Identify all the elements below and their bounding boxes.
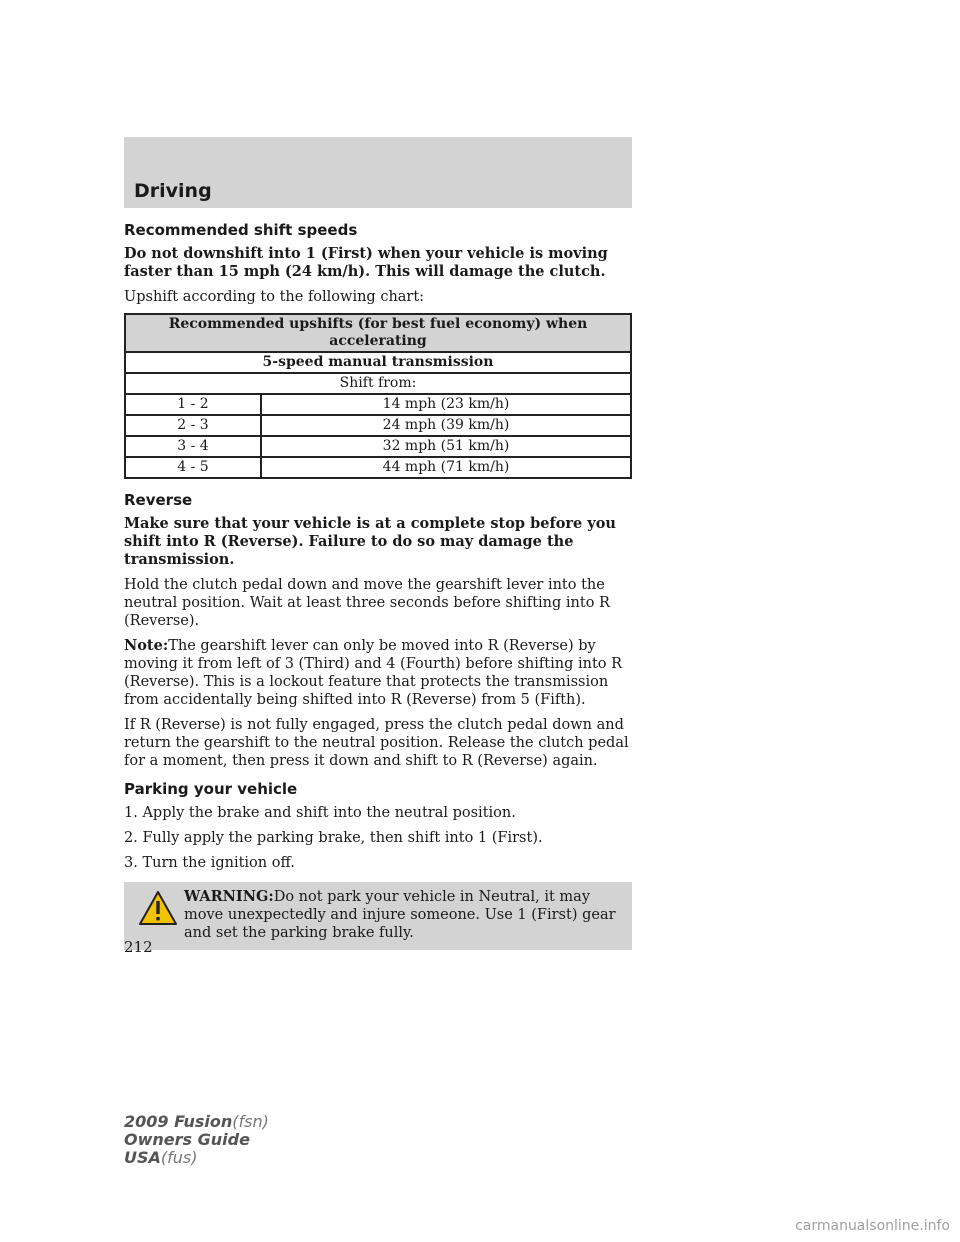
parking-step: 3. Turn the ignition off. xyxy=(124,855,295,871)
shift-speed-table xyxy=(124,313,632,479)
downshift-caution: Do not downshift into 1 (First) when your vehicle is moving faster than 15 mph (24 km/h). This will damage the clutch. xyxy=(124,245,608,280)
table-row xyxy=(125,436,631,457)
note-text: The gearshift lever can only be moved into R (Reverse) by moving it from left of 3 (Third) and 4 (Fourth) before shifting into R (Reverse). This is a lockout feature that protects the transmission from accidentally being shifted into R (Reverse) from 5 (Fifth). xyxy=(124,638,623,708)
warning-triangle-icon xyxy=(138,890,178,931)
footer-region-code: (fus) xyxy=(160,1148,198,1167)
table-title: Recommended upshifts (for best fuel economy) when accelerating xyxy=(125,314,631,352)
speed-cell: 32 mph (51 km/h) xyxy=(261,436,631,457)
parking-step: 1. Apply the brake and shift into the neutral position. xyxy=(124,805,516,821)
gear-cell: 4 - 5 xyxy=(125,457,261,478)
gear-cell: 3 - 4 xyxy=(125,436,261,457)
speed-cell: 44 mph (71 km/h) xyxy=(261,457,631,478)
reverse-note xyxy=(124,637,632,709)
table-row xyxy=(125,394,631,415)
warning-label: WARNING: xyxy=(184,888,274,905)
footer-model-code: (fsn) xyxy=(232,1112,269,1131)
footer-region: USA xyxy=(124,1148,161,1167)
reverse-caution: Make sure that your vehicle is at a complete stop before you shift into R (Reverse). Failure to do so may damage the transmission. xyxy=(124,515,616,568)
parking-heading: Parking your vehicle xyxy=(124,780,298,798)
footer-model: 2009 Fusion xyxy=(124,1112,233,1131)
page-content xyxy=(124,221,632,950)
shift-speeds-heading: Recommended shift speeds xyxy=(124,221,358,239)
watermark: carmanualsonline.info xyxy=(795,1218,950,1234)
speed-cell: 14 mph (23 km/h) xyxy=(261,394,631,415)
page-number: 212 xyxy=(124,938,153,956)
footer-guide: Owners Guide xyxy=(124,1130,250,1149)
table-subtitle: 5-speed manual transmission xyxy=(125,352,631,373)
reverse-heading: Reverse xyxy=(124,491,193,509)
parking-step: 2. Fully apply the parking brake, then shift into 1 (First). xyxy=(124,830,543,846)
speed-cell: 24 mph (39 km/h) xyxy=(261,415,631,436)
gear-cell: 2 - 3 xyxy=(125,415,261,436)
warning-body: Do not park your vehicle in Neutral, it may move unexpectedly and injure someone. Use 1 (First) gear and set the parking brake fully. xyxy=(184,889,616,941)
table-shift-from: Shift from: xyxy=(125,373,631,394)
warning-text xyxy=(184,888,626,942)
gear-cell: 1 - 2 xyxy=(125,394,261,415)
section-title: Driving xyxy=(134,180,212,202)
warning-box xyxy=(124,882,632,950)
reverse-paragraph-1: Hold the clutch pedal down and move the gearshift lever into the neutral position. Wait at least three seconds before shifting into R (Reverse). xyxy=(124,577,610,629)
document-footer xyxy=(124,1113,269,1167)
note-label: Note: xyxy=(124,637,169,654)
section-header-band xyxy=(124,137,632,208)
table-row xyxy=(125,457,631,478)
reverse-paragraph-2: If R (Reverse) is not fully engaged, press the clutch pedal down and return the gearshift to the neutral position. Release the clutch pedal for a moment, then press it down and shift to R (Reverse) again. xyxy=(124,717,629,769)
upshift-intro: Upshift according to the following chart: xyxy=(124,289,425,305)
table-row xyxy=(125,415,631,436)
